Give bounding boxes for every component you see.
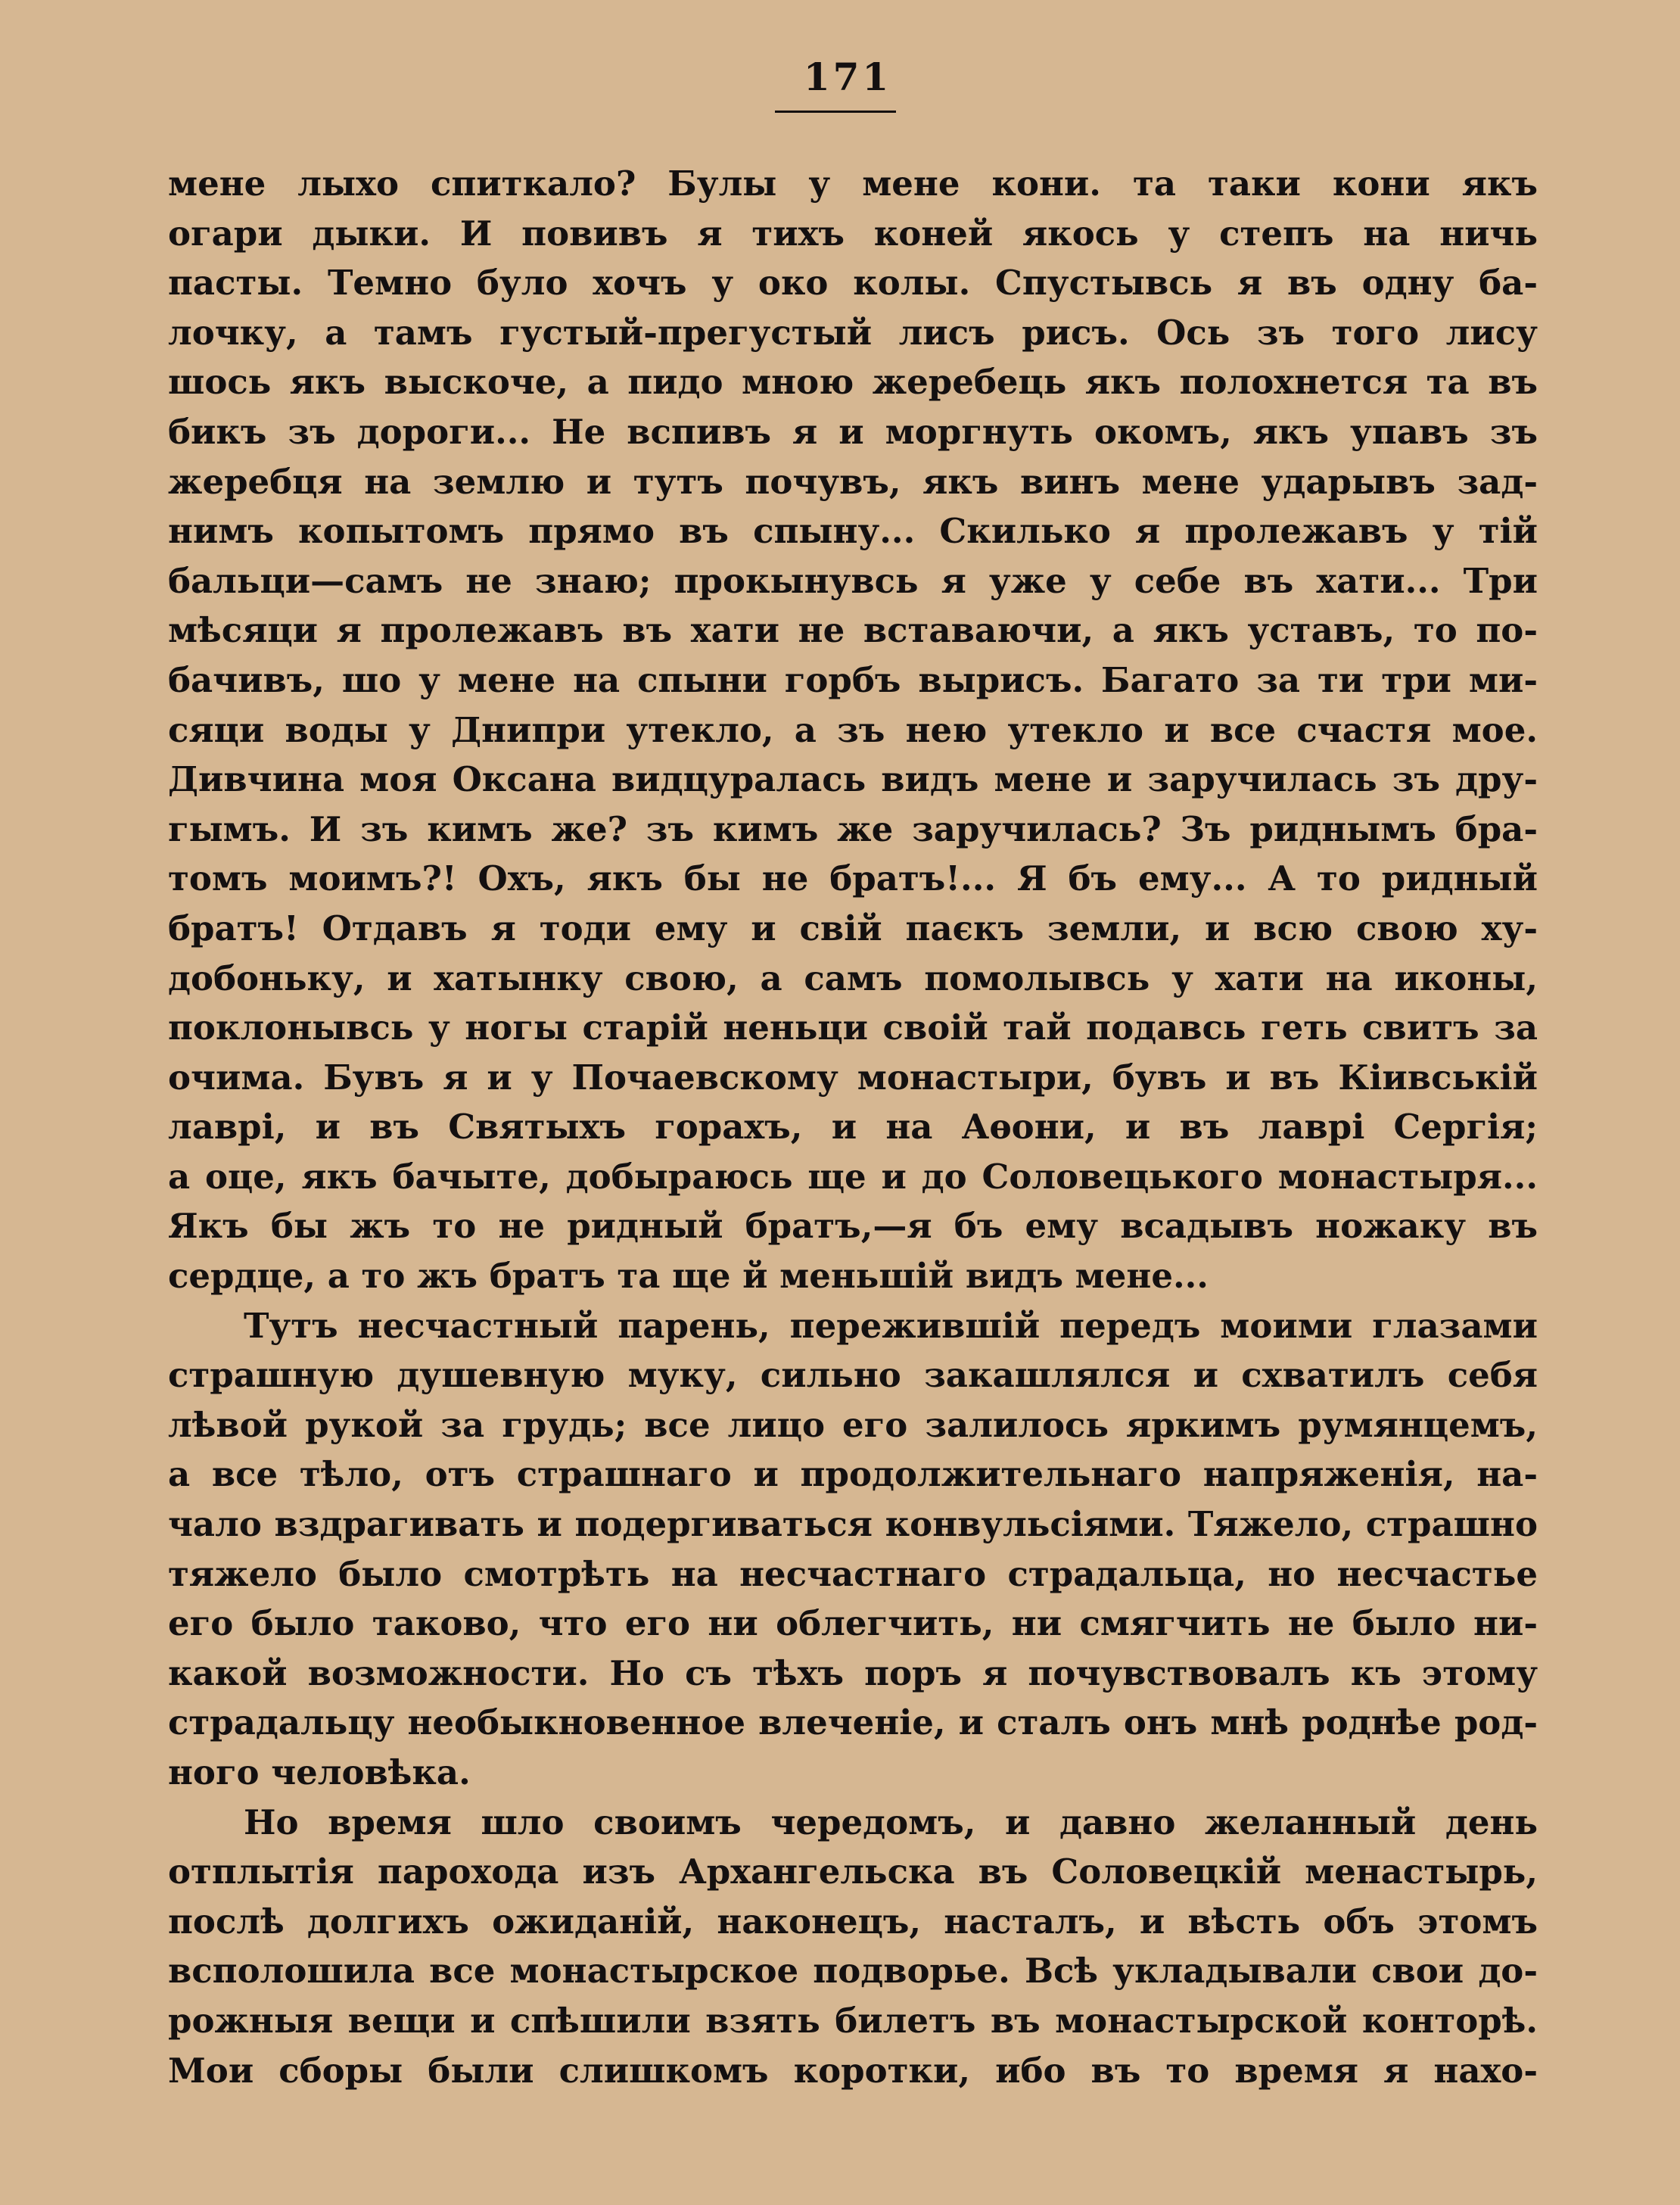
body-text [168, 159, 1538, 2095]
text-line: Мои сборы были слишкомъ коротки, ибо въ то время я нахо- [168, 2050, 1538, 2091]
text-line: жеребця на землю и тутъ почувъ, якъ винъ мене ударывъ зад- [168, 461, 1538, 502]
text-line: добоньку, и хатынку свою, а самъ помолывсь у хати на иконы, [168, 958, 1538, 998]
text-line: а оце, якъ бачыте, добыраюсь ще и до Соловецького монастыря... [168, 1156, 1538, 1197]
text-line: поклонывсь у ногы старій неньци своій тай подавсь геть свитъ за [168, 1008, 1538, 1048]
text-line: очима. Бувъ я и у Почаевскому монастыри, бувъ и въ Кіивській [168, 1057, 1538, 1098]
text-line: Дивчина моя Оксана видцуралась видъ мене и заручилась зъ дру- [168, 759, 1538, 800]
text-line: бачивъ, шо у мене на спыни горбъ вырисъ. Багато за ти три ми- [168, 659, 1538, 700]
text-line: лаврі, и въ Святыхъ горахъ, и на Аѳони, и въ лаврі Сергія; [168, 1107, 1538, 1148]
text-line: огари дыки. И повивъ я тихъ коней якось у степъ на ничь [168, 213, 1538, 254]
text-line: Тутъ несчастный парень, пережившій передъ моими глазами [244, 1305, 1538, 1346]
text-line: мѣсяци я пролежавъ въ хати не вставаючи, а якъ уставъ, то по- [168, 610, 1538, 651]
text-line: томъ моимъ?! Охъ, якъ бы не братъ!... Я бъ ему... А то ридный [168, 858, 1538, 899]
text-line: гымъ. И зъ кимъ же? зъ кимъ же заручилась? Зъ риднымъ бра- [168, 808, 1538, 849]
page-number: 171 [803, 55, 892, 99]
text-line: страшную душевную муку, сильно закашлялся и схватилъ себя [168, 1355, 1538, 1396]
text-line: лочку, а тамъ густый-прегустый лисъ рисъ. Ось зъ того лису [168, 312, 1538, 353]
text-line: сяци воды у Днипри утекло, а зъ нею утекло и все счастя мое. [168, 709, 1538, 750]
text-line: послѣ долгихъ ожиданій, наконецъ, насталъ, и вѣсть объ этомъ [168, 1901, 1538, 1942]
text-line: шось якъ выскоче, а пидо мною жеребець якъ полохнется та въ [168, 362, 1538, 403]
text-line: рожныя вещи и спѣшили взять билетъ въ монастырской конторѣ. [168, 2000, 1538, 2041]
text-line: мене лыхо спиткало? Булы у мене кони. та таки кони якъ [168, 164, 1538, 204]
text-line: отплытія парохода изъ Архангельска въ Соловецкій менастырь, [168, 1852, 1538, 1892]
text-line: пасты. Темно було хочъ у око колы. Спустывсь я въ одну ба- [168, 263, 1538, 304]
text-line: бальци—самъ не знаю; прокынувсь я уже у себе въ хати... Три [168, 560, 1538, 601]
text-line: бикъ зъ дороги... Не вспивъ я и моргнуть окомъ, якъ упавъ зъ [168, 411, 1538, 452]
text-line: какой возможности. Но съ тѣхъ поръ я почувствовалъ къ этому [168, 1652, 1538, 1693]
text-line: его было таково, что его ни облегчить, ни смягчить не было ни- [168, 1603, 1538, 1644]
text-line: ного человѣка. [168, 1752, 471, 1792]
page-number-rule [775, 111, 896, 113]
text-line: Якъ бы жъ то не ридный братъ,—я бъ ему всадывъ ножаку въ [168, 1206, 1538, 1247]
text-line: нимъ копытомъ прямо въ спыну... Скилько я пролежавъ у тій [168, 511, 1538, 552]
text-line: всполошила все монастырское подворье. Всѣ укладывали свои до- [168, 1951, 1538, 1992]
text-line: тяжело было смотрѣть на несчастнаго страдальца, но несчастье [168, 1553, 1538, 1594]
text-line: страдальцу необыкновенное влеченіе, и сталъ онъ мнѣ роднѣе род- [168, 1702, 1538, 1743]
text-line: братъ! Отдавъ я тоди ему и свій паєкъ земли, и всю свою ху- [168, 908, 1538, 948]
text-line: лѣвой рукой за грудь; все лицо его залилось яркимъ румянцемъ, [168, 1404, 1538, 1445]
text-line: чало вздрагивать и подергиваться конвульсіями. Тяжело, страшно [168, 1504, 1538, 1545]
text-line: сердце, а то жъ братъ та ще й меньшій видъ мене... [168, 1256, 1209, 1297]
text-line: а все тѣло, отъ страшнаго и продолжительнаго напряженія, на- [168, 1454, 1538, 1495]
text-line: Но время шло своимъ чередомъ, и давно желанный день [244, 1802, 1538, 1842]
